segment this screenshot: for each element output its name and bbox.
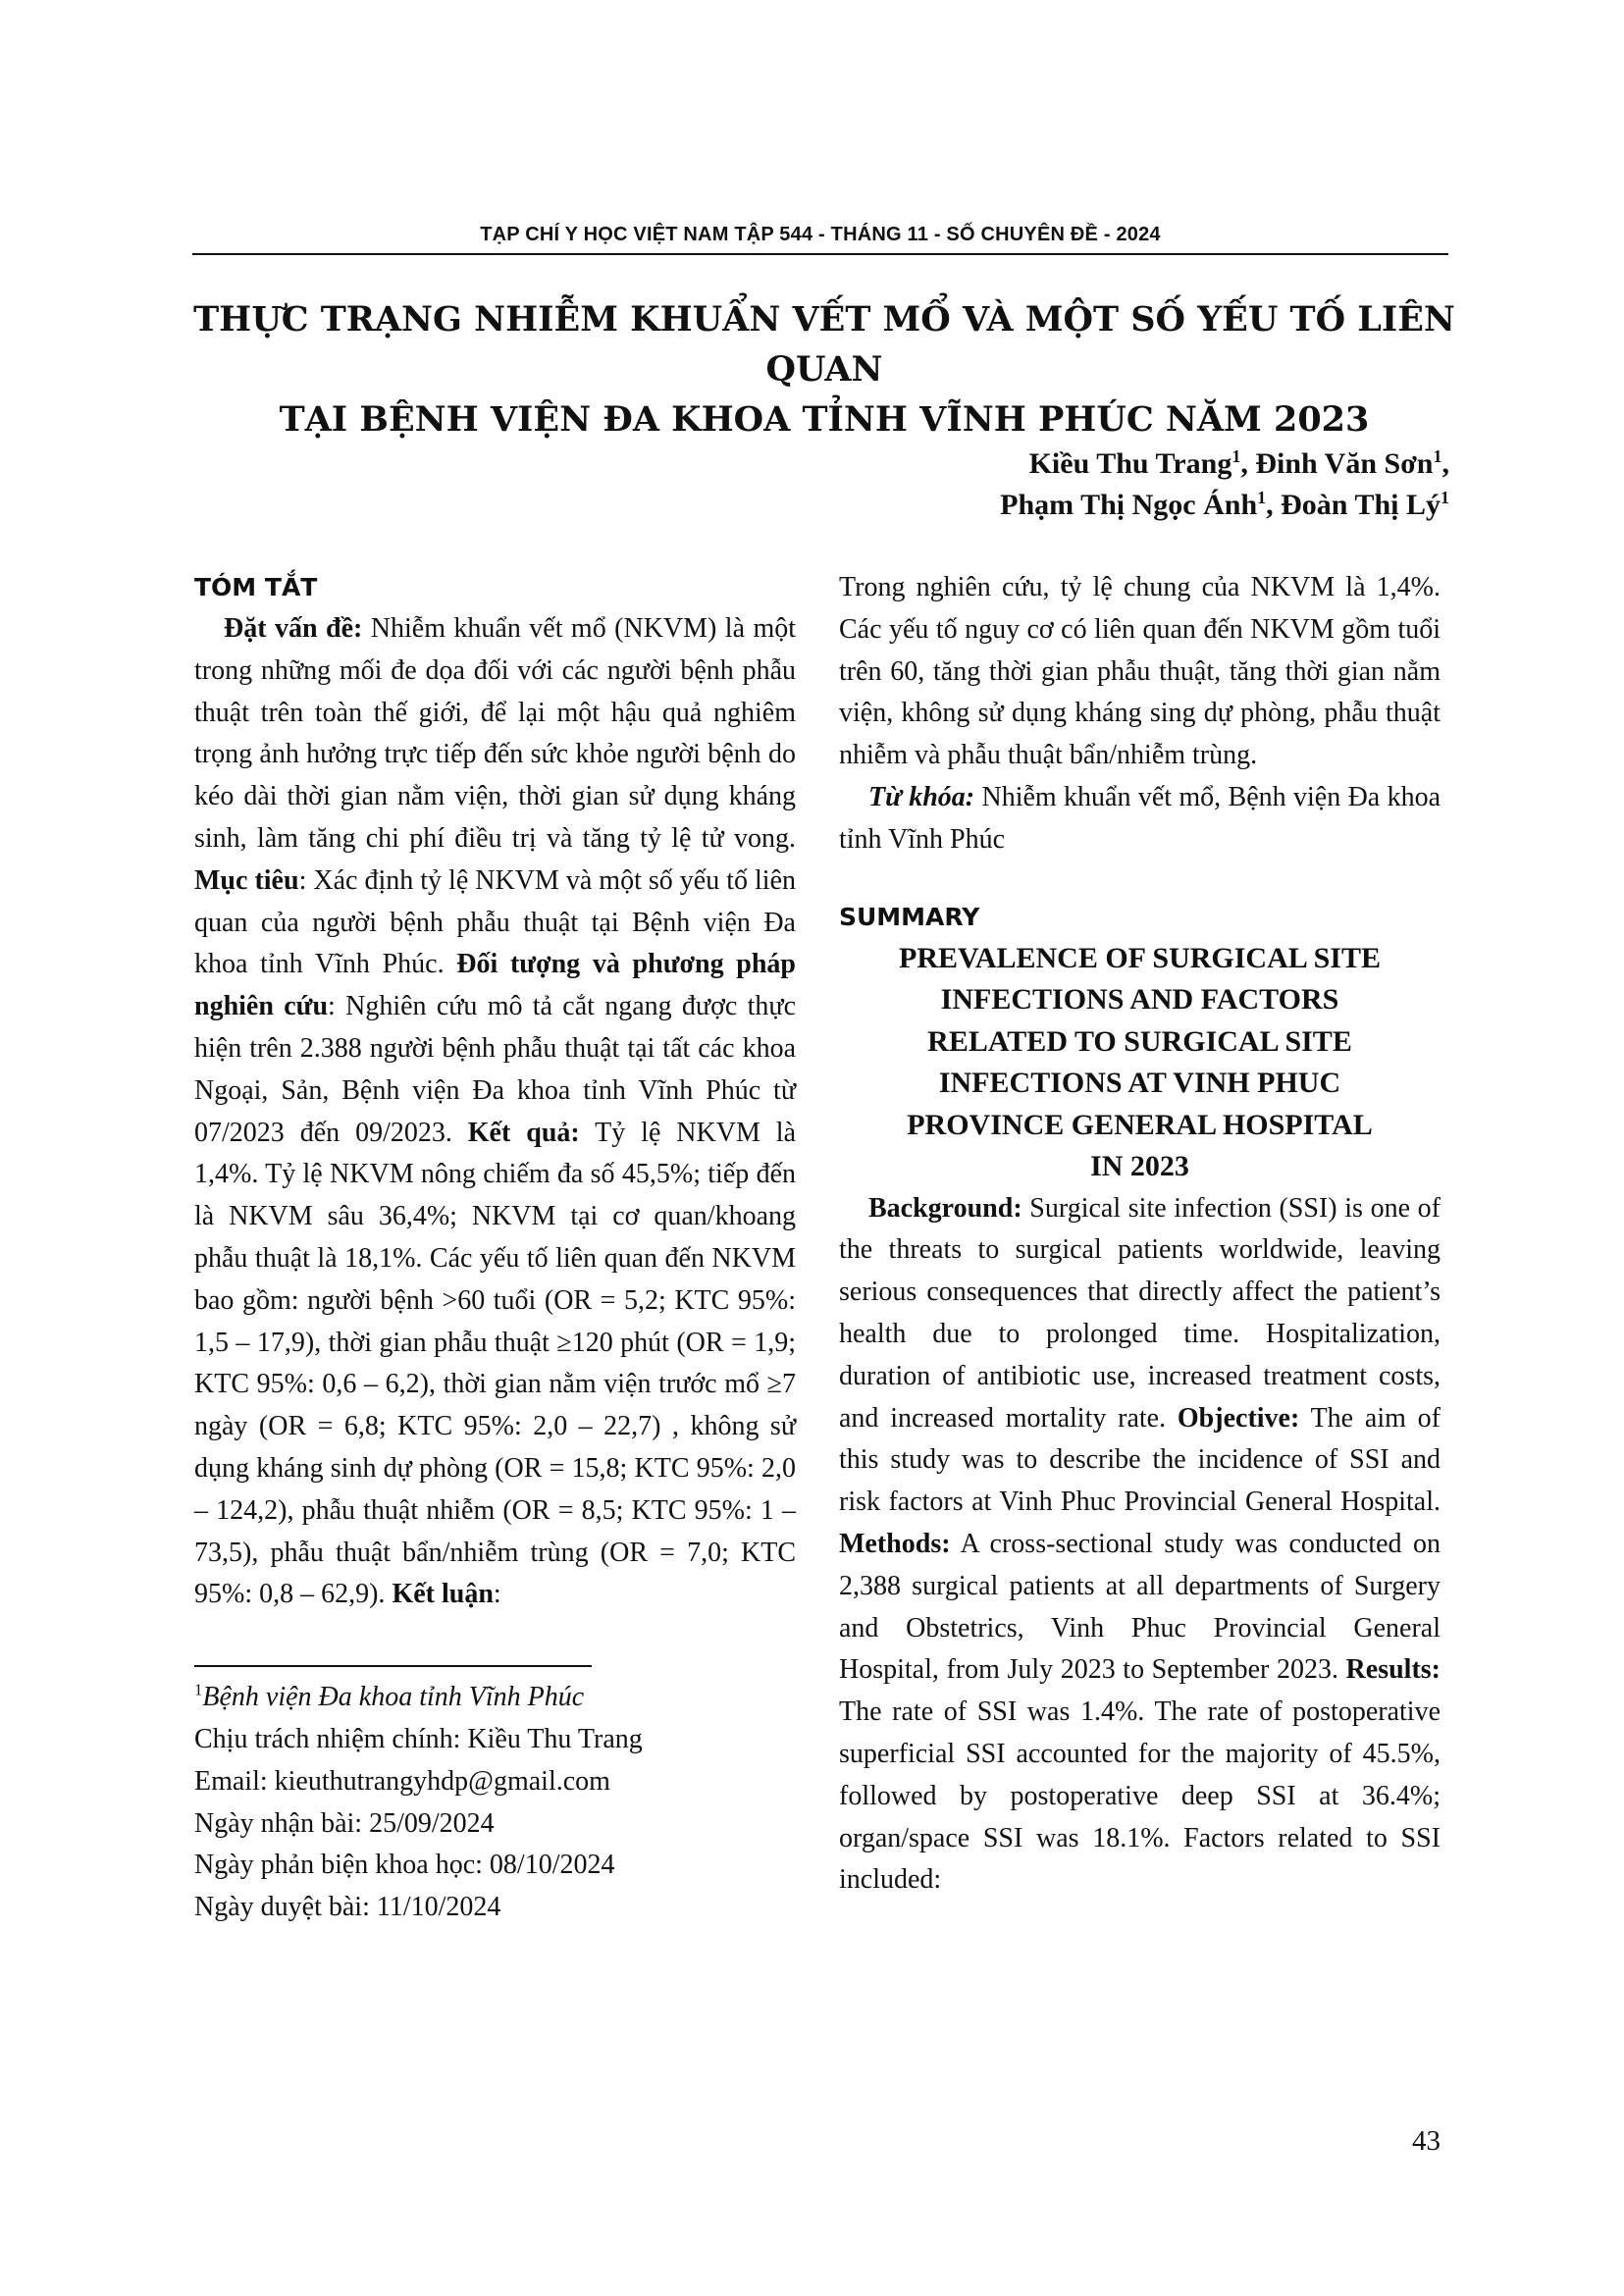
keywords-text: Nhiễm khuẩn vết mổ, Bệnh viện Đa khoa tỉnh Vĩnh Phúc	[839, 781, 1441, 855]
summary-objective-text: The aim of this study was to describe the incidence of SSI and risk factors at Vinh Phuc Provincial General Hospital.	[839, 1402, 1441, 1518]
results-text: Tỷ lệ NKVM là 1,4%. Tỷ lệ NKVM nông chiếm đa số 45,5%; tiếp đến là NKVM sâu 36,4%; NKVM tại cơ quan/khoang phẫu thuật là 18,1%. Các yếu tố liên quan đến NKVM bao gồm: người bệnh >60 tuổi (OR = 5,2; KTC 95%: 1,5 – 17,9), thời gian phẫu thuật ≥120 phút (OR = 1,9; KTC 95%: 0,6 – 6,2), thời gian nằm viện trước mổ ≥7 ngày (OR = 6,8; KTC 95%: 2,0 – 22,7) , không sử dụng kháng sinh dự phòng (OR = 15,8; KTC 95%: 2,0 – 124,2), phẫu thuật nhiễm (OR = 8,5; KTC 95%: 1 – 73,5), phẫu thuật bẩn/nhiễm trùng (OR = 7,0; KTC 95%: 0,8 – 62,9).	[194, 1117, 796, 1610]
summary-results-text: The rate of SSI was 1.4%. The rate of postoperative superficial SSI accounted for the majority of 45.5%, followed by postoperative deep SSI at 36.4%; organ/space SSI was 18.1%. Factors related to SSI included:	[839, 1696, 1441, 1896]
author-line-2	[1000, 485, 1449, 526]
methods-text: : Nghiên cứu mô tả cắt ngang được thực hiện trên 2.388 người bệnh phẫu thuật tại tất các khoa Ngoại, Sản, Bệnh viện Đa khoa tỉnh Vĩnh Phúc từ 07/2023 đến 09/2023.	[194, 991, 797, 1148]
author-affiliation-marker: 1	[1441, 488, 1449, 507]
right-column	[839, 567, 1441, 1902]
summary-title-line: RELATED TO SURGICAL SITE	[927, 1024, 1352, 1058]
header-divider	[192, 253, 1448, 255]
journal-header: TẠP CHÍ Y HỌC VIỆT NAM TẬP 544 - THÁNG 11 - SỐ CHUYÊN ĐỀ - 2024	[480, 224, 1161, 245]
summary-background-label: Background:	[868, 1192, 1022, 1224]
left-column	[194, 567, 796, 1929]
page-number: 43	[1412, 2125, 1441, 2157]
objective-text: : Xác định tỷ lệ NKVM và một số yếu tố liên quan của người bệnh phẫu thuật tại Bệnh viện Đa khoa tỉnh Vĩnh Phúc.	[194, 864, 797, 980]
author-list	[1000, 444, 1449, 526]
section-gap	[839, 861, 1441, 897]
author-line-1	[1000, 444, 1449, 485]
summary-background-text: Surgical site infection (SSI) is one of the threats to surgical patients worldwide, leaving serious consequences that directly affect the patient’s health due to prolonged time. Hospitalization, duration of antibiotic use, increased treatment costs, and increased mortality rate.	[839, 1192, 1441, 1434]
article-title	[147, 294, 1501, 444]
title-line-2: TẠI BỆNH VIỆN ĐA KHOA TỈNH VĨNH PHÚC NĂM 2023	[279, 399, 1370, 440]
background-label: Đặt vấn đề:	[224, 613, 363, 644]
summary-title-line: IN 2023	[1090, 1150, 1189, 1183]
footnote-corresponding: Chịu trách nhiệm chính: Kiều Thu Trang	[194, 1723, 643, 1754]
footnote-affiliation	[194, 1677, 796, 1719]
author-separator: ,	[1266, 489, 1282, 521]
footnote-accepted: Ngày duyệt bài: 11/10/2024	[194, 1892, 501, 1923]
keywords-label: Từ khóa:	[868, 781, 975, 812]
author-separator: ,	[1441, 447, 1449, 480]
title-line-1: THỰC TRẠNG NHIỄM KHUẨN VẾT MỔ VÀ MỘT SỐ YẾU TỐ LIÊN QUAN	[193, 299, 1455, 390]
abstract-vi-heading: TÓM TẮT	[194, 573, 318, 601]
author-name: Đoàn Thị Lý	[1281, 489, 1441, 521]
summary-heading: SUMMARY	[839, 902, 980, 931]
footnote-received: Ngày nhận bài: 25/09/2024	[194, 1807, 495, 1839]
results-label: Kết quả:	[467, 1117, 580, 1148]
affiliation-marker: 1	[194, 1680, 203, 1699]
author-affiliation-marker: 1	[1433, 446, 1442, 466]
footnotes	[194, 1677, 796, 1929]
abstract-vi-paragraph	[194, 608, 796, 1616]
footnote-reviewed: Ngày phản biện khoa học: 08/10/2024	[194, 1850, 615, 1881]
conclusion-text-start: :	[493, 1579, 501, 1610]
affiliation-text: Bệnh viện Đa khoa tỉnh Vĩnh Phúc	[202, 1682, 585, 1713]
author-name: Phạm Thị Ngọc Ánh	[1000, 489, 1258, 521]
summary-methods-label: Methods:	[839, 1528, 951, 1559]
objective-label: Mục tiêu	[194, 864, 299, 896]
summary-title-line: PROVINCE GENERAL HOSPITAL	[907, 1108, 1373, 1141]
conclusion-label: Kết luận	[392, 1579, 494, 1610]
footnote-divider	[194, 1665, 592, 1667]
summary-methods-text: A cross-sectional study was conducted on 2,388 surgical patients at all departments of Surgery and Obstetrics, Vinh Phuc Provincial General Hospital, from July 2023 to September 2023.	[839, 1528, 1441, 1686]
author-affiliation-marker: 1	[1257, 488, 1267, 507]
footnote-email: Email: kieuthutrangyhdp@gmail.com	[194, 1765, 610, 1797]
summary-objective-label: Objective:	[1177, 1402, 1300, 1434]
keywords	[839, 777, 1441, 861]
summary-title-line: PREVALENCE OF SURGICAL SITE	[899, 941, 1381, 974]
summary-title-line: INFECTIONS AT VINH PHUC	[938, 1067, 1341, 1100]
methods-label: Đối tượng và phương pháp nghiên cứu	[194, 949, 796, 1022]
author-affiliation-marker: 1	[1231, 446, 1241, 466]
author-separator: ,	[1240, 447, 1256, 480]
summary-paragraph	[839, 1188, 1441, 1903]
author-name: Kiều Thu Trang	[1028, 447, 1232, 480]
author-name: Đinh Văn Sơn	[1255, 447, 1434, 480]
summary-title-line: INFECTIONS AND FACTORS	[940, 983, 1339, 1017]
background-text: Nhiễm khuẩn vết mổ (NKVM) là một trong những mối đe dọa đối với các người bệnh phẫu thuật trên toàn thế giới, để lại một hậu quả nghiêm trọng ảnh hưởng trực tiếp đến sức khỏe người bệnh do kéo dài thời gian nằm viện, thời gian sử dụng kháng sinh, làm tăng chi phí điều trị và tăng tỷ lệ tử vong.	[194, 613, 796, 854]
summary-title	[839, 938, 1441, 1188]
summary-results-label: Results:	[1345, 1654, 1441, 1686]
conclusion-continuation: Trong nghiên cứu, tỷ lệ chung của NKVM là 1,4%. Các yếu tố nguy cơ có liên quan đến NKVM gồm tuổi trên 60, tăng thời gian phẫu thuật, tăng thời gian nằm viện, không sử dụng kháng sing dự phòng, phẫu thuật nhiễm và phẫu thuật bẩn/nhiễm trùng.	[839, 572, 1441, 771]
